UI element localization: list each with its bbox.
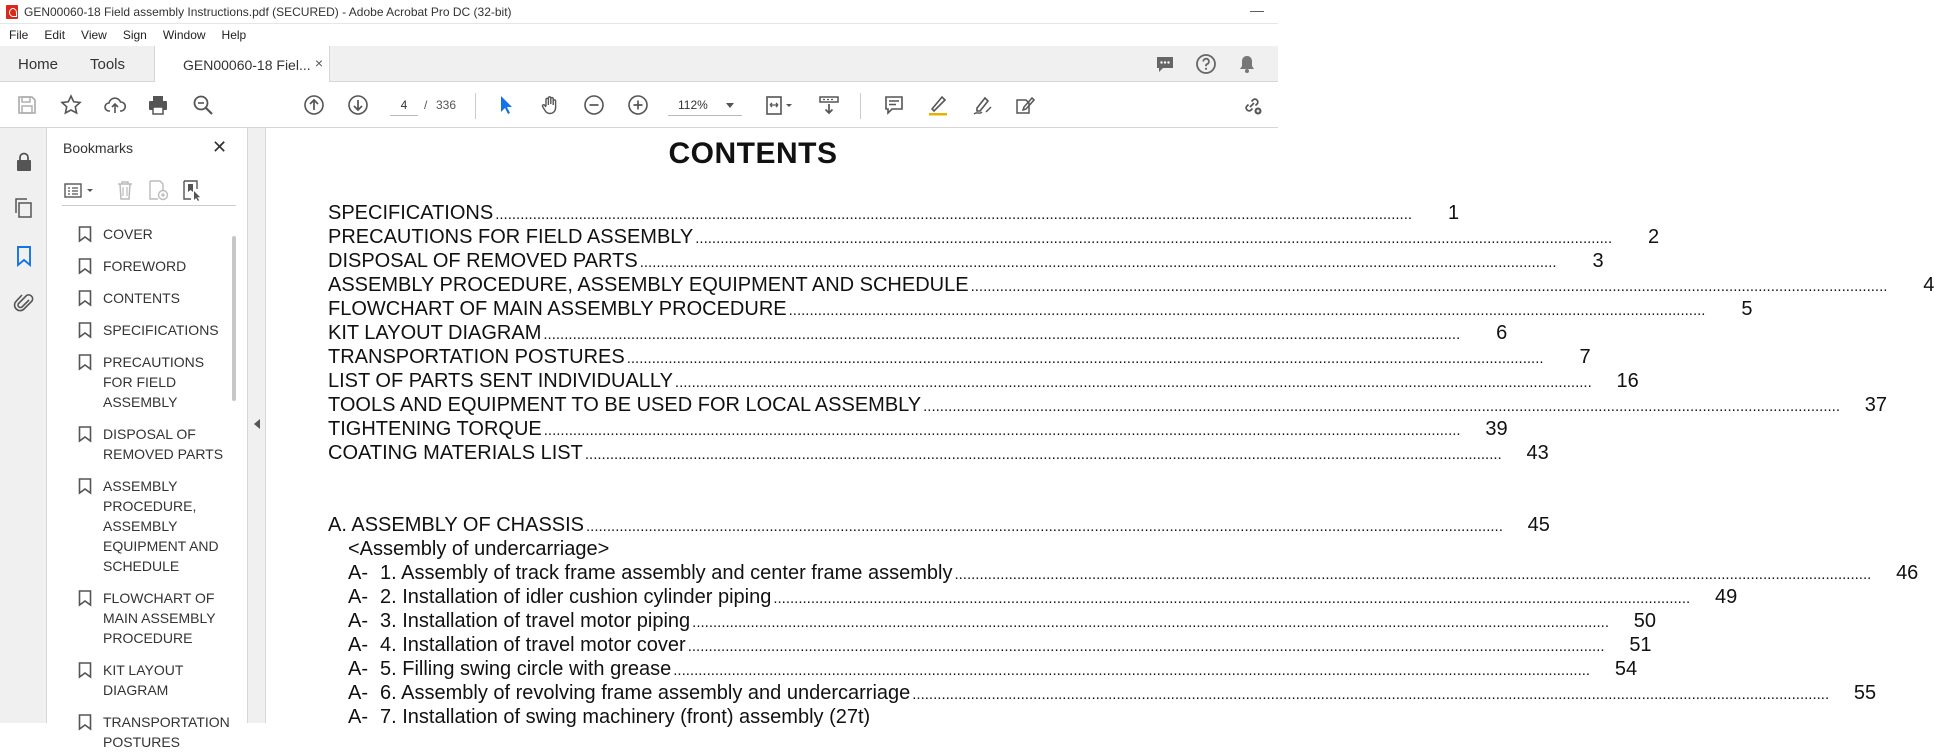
toc-page-number: 54 [1614,658,1638,680]
document-view [267,128,1934,728]
zoom-value: 112% [678,98,708,112]
document-heading: CONTENTS [668,137,838,170]
tab-home[interactable]: Home [18,55,59,73]
bookmark-item[interactable] [78,288,228,308]
toc-page-number: 39 [1485,418,1508,440]
toc-leader-dots: ............................................................................................................................................................................................................................ [674,374,1592,391]
tab-document[interactable] [154,46,330,83]
menu-edit[interactable]: Edit [44,28,66,42]
toc-leader-dots: ............................................................................................................................................................................................................................ [586,518,1503,535]
bookmark-label: TRANSPORTATION POSTURES [103,714,230,750]
menu-sign[interactable]: Sign [122,28,147,42]
toc-entry-title [328,706,870,729]
toc-entry[interactable] [328,418,1508,442]
bookmark-icon [78,714,92,730]
toc-entry-text: 5. Filling swing circle with grease [380,658,672,680]
new-bookmark-icon[interactable] [146,178,170,202]
star-bookmark-icon[interactable] [59,93,83,117]
toc-entry-title [328,562,952,585]
collapse-panel-arrow-icon[interactable] [254,419,260,429]
toc-leader-dots: ............................................................................................................................................................................................................................ [495,206,1413,223]
toc-entry-title: TRANSPORTATION POSTURES [328,346,625,368]
previous-page-icon[interactable] [302,93,326,117]
toc-leader-dots: ............................................................................................................................................................................................................................ [773,590,1691,607]
page-total: 336 [436,98,457,112]
toc-leader-dots: ............................................................................................................................................................................................................................ [626,350,1544,367]
bookmarks-panel [48,128,248,750]
tab-tools[interactable]: Tools [90,55,126,73]
toc-leader-dots: ............................................................................................................................................................................................................................ [687,638,1605,655]
bookmark-label: KIT LAYOUT DIAGRAM [103,662,184,698]
toc-leader-dots: ............................................................................................................................................................................................................................ [584,446,1502,463]
toc-page-number: 49 [1714,586,1738,608]
toc-entry-title: COATING MATERIALS LIST [328,442,583,464]
toc-entry[interactable] [328,226,1660,250]
zoom-select[interactable] [668,94,742,116]
page-fit-icon[interactable] [762,93,796,117]
bookmark-icon [78,290,92,306]
toc-entry[interactable] [328,634,1652,658]
toc-entry-text: 3. Installation of travel motor piping [380,610,691,632]
zoom-search-icon[interactable] [191,93,215,117]
close-tab-icon[interactable]: × [314,55,323,71]
toc-entry-prefix: A- [348,706,368,728]
toc-entry-prefix: A- [348,682,368,704]
bookmarks-scrollbar[interactable] [232,236,236,401]
toc-entry-text: 7. Installation of swing machinery (front) assembly (27t) [380,706,871,728]
select-cursor-icon[interactable] [494,93,518,117]
toc-entry[interactable] [328,610,1657,634]
toc-entry-title [328,658,671,681]
bookmark-label: SPECIFICATIONS [103,322,219,338]
toc-entry[interactable] [328,562,1919,586]
bookmark-item[interactable] [78,476,228,576]
toc-page-number: 46 [1896,562,1919,584]
scroll-mode-icon[interactable] [817,93,841,117]
toc-entry-title: ASSEMBLY PROCEDURE, ASSEMBLY EQUIPMENT AND SCHEDULE [328,274,969,296]
toc-page-number: 55 [1853,682,1877,704]
toc-entry-text: 4. Installation of travel motor cover [380,634,686,656]
navigation-rail [0,128,47,723]
toc-page-number: 43 [1526,442,1549,464]
toc-entry-text: 1. Assembly of track frame assembly and center frame assembly [380,562,953,584]
toc-entry[interactable] [328,202,1460,226]
bookmark-label: FLOWCHART OF MAIN ASSEMBLY PROCEDURE [103,590,216,646]
toc-page-number: 1 [1447,202,1460,224]
toc-entry-prefix: A- [348,586,368,608]
window-title: GEN00060-18 Field assembly Instructions.pdf (SECURED) - Adobe Acrobat Pro DC (32-bit) [24,4,512,19]
toc-entry-title: KIT LAYOUT DIAGRAM [328,322,542,344]
fill-sign-icon[interactable] [1013,93,1037,117]
bookmark-icon [78,354,92,370]
toolbar-divider [475,93,476,119]
toc-leader-dots: ............................................................................................................................................................................................................................ [788,302,1706,319]
menu-window[interactable]: Window [162,28,206,42]
toc-leader-dots: ............................................................................................................................................................................................................................ [692,614,1610,631]
bookmark-item[interactable] [78,224,228,244]
bookmark-item[interactable] [78,660,228,700]
toc-entry-title [328,586,771,609]
toc-page-number: 16 [1616,370,1639,392]
bookmark-icon [78,258,92,274]
toc-entry-title: TIGHTENING TORQUE [328,418,542,440]
toc-entry[interactable] [328,538,1167,562]
delete-trash-icon[interactable] [113,178,137,202]
toc-page-number: 4 [1923,274,1934,296]
toc-page-number: 51 [1629,634,1652,656]
toc-entry[interactable] [328,274,1934,298]
menu-bar [0,24,1278,46]
toc-page-number: 2 [1648,226,1660,248]
bookmark-label: CONTENTS [103,290,180,306]
help-icon[interactable] [1195,53,1217,75]
toc-leader-dots: ............................................................................................................................................................................................................................ [543,422,1461,439]
menu-help[interactable]: Help [221,28,247,42]
bookmark-icon [78,322,92,338]
toolbar-divider [860,93,861,119]
toc-entry-title: FLOWCHART OF MAIN ASSEMBLY PROCEDURE [328,298,787,320]
toc-entry-prefix: A- [348,562,368,584]
toc-leader-dots: ............................................................................................................................................................................................................................ [970,278,1888,295]
pages-thumbnails-icon[interactable] [13,197,35,219]
toc-entry-title [328,682,910,705]
toc-entry[interactable] [328,658,1638,682]
toc-entry[interactable] [328,298,1753,322]
toc-entry-title: A. ASSEMBLY OF CHASSIS [328,514,585,536]
attachments-paperclip-icon[interactable] [13,291,35,313]
tab-document-label: GEN00060-18 Fiel... [183,56,311,73]
bookmark-item[interactable] [78,424,228,464]
find-bookmark-icon[interactable] [180,178,204,202]
menu-file[interactable]: File [9,28,29,42]
toc-entry-title: DISPOSAL OF REMOVED PARTS [328,250,638,272]
toc-page-number: 3 [1592,250,1604,272]
lock-icon[interactable] [13,151,35,173]
toc-entry[interactable] [328,370,1639,394]
toc-entry-prefix: A- [348,610,368,632]
toc-page-number: 7 [1579,346,1591,368]
toc-entry[interactable] [328,682,1877,706]
toc-entry[interactable] [328,322,1508,346]
title-bar [0,0,1278,24]
highlight-pen-icon[interactable] [926,93,950,117]
chevron-down-icon [726,103,734,108]
bookmark-item[interactable] [78,320,228,340]
next-page-icon[interactable] [346,93,370,117]
toc-leader-dots: ............................................................................................................................................................................................................................ [639,254,1557,271]
bookmark-item[interactable] [78,712,228,752]
panel-splitter[interactable] [248,128,266,723]
toc-page-number: 45 [1527,514,1550,536]
bookmark-label: PRECAUTIONS FOR FIELD ASSEMBLY [103,354,205,410]
hand-tool-icon[interactable] [538,93,562,117]
toolbar [0,82,1278,128]
toc-entry-title: LIST OF PARTS SENT INDIVIDUALLY [328,370,673,392]
bookmarks-title: Bookmarks [63,140,134,156]
close-icon[interactable]: ✕ [212,137,228,157]
toc-entry[interactable] [328,394,1887,418]
save-icon[interactable] [15,93,39,117]
toc-leader-dots: ............................................................................................................................................................................................................................ [923,398,1840,415]
bookmark-label: ASSEMBLY PROCEDURE, ASSEMBLY EQUIPMENT AND SCHEDULE [103,478,219,574]
page-separator: / [424,98,428,112]
toc-entry[interactable] [328,514,1550,538]
toc-entry-prefix: A- [348,658,368,680]
bookmark-item[interactable] [78,352,228,412]
toc-entry-title: TOOLS AND EQUIPMENT TO BE USED FOR LOCAL ASSEMBLY [328,394,922,416]
bookmark-options-icon[interactable] [62,178,98,202]
notification-bell-icon[interactable] [1236,53,1258,75]
toc-entry-text: 2. Installation of idler cushion cylinder piping [380,586,772,608]
zoom-in-icon[interactable] [626,93,650,117]
toc-page-number: 37 [1864,394,1887,416]
toc-entry[interactable] [328,586,1738,610]
bookmark-icon [78,426,92,442]
upload-cloud-icon[interactable] [103,93,127,117]
comment-icon[interactable] [882,93,906,117]
bookmarks-panel-icon[interactable] [13,245,35,267]
bookmark-label: FOREWORD [103,258,187,274]
comment-bubble-icon[interactable] [1154,53,1176,75]
toc-entry-prefix: A- [348,634,368,656]
bookmark-label: DISPOSAL OF REMOVED PARTS [103,426,224,462]
toc-page-number: 5 [1741,298,1753,320]
bookmark-icon [78,478,92,494]
minimize-button[interactable]: — [1250,2,1264,18]
acrobat-icon [6,5,18,19]
draw-pen-icon[interactable] [970,93,994,117]
toc-page-number: 6 [1496,322,1508,344]
toc-leader-dots: ............................................................................................................................................................................................................................ [695,230,1613,247]
menu-view[interactable]: View [81,28,107,42]
toc-entry-title: SPECIFICATIONS [328,202,494,224]
page-number-input[interactable] [390,94,418,116]
toc-entry[interactable] [328,346,1591,370]
toc-entry-text: 6. Assembly of revolving frame assembly and undercarriage [380,682,911,704]
bookmark-label: COVER [103,226,153,242]
toc-page-number: 50 [1633,610,1657,632]
bookmarks-toolbar [62,178,236,206]
toc-leader-dots: ............................................................................................................................................................................................................................ [954,566,1872,583]
print-icon[interactable] [146,93,170,117]
share-link-icon[interactable] [1240,93,1264,117]
zoom-out-icon[interactable] [582,93,606,117]
bookmark-icon [78,590,92,606]
tab-bar [0,46,1278,82]
toc-entry-title: <Assembly of undercarriage> [348,538,610,560]
toc-leader-dots: ............................................................................................................................................................................................................................ [912,686,1830,703]
toc-leader-dots: ............................................................................................................................................................................................................................ [543,326,1461,343]
bookmark-icon [78,226,92,242]
toc-entry-title [328,634,686,657]
toc-entry[interactable] [328,706,1167,730]
bookmark-icon [78,662,92,678]
toc-entry[interactable] [328,250,1604,274]
bookmark-item[interactable] [78,588,228,648]
toc-entry-title: PRECAUTIONS FOR FIELD ASSEMBLY [328,226,694,248]
toc-leader-dots: ............................................................................................................................................................................................................................ [673,662,1591,679]
toc-entry[interactable] [328,442,1549,466]
toc-entry-title [328,610,690,633]
bookmark-item[interactable] [78,256,228,276]
